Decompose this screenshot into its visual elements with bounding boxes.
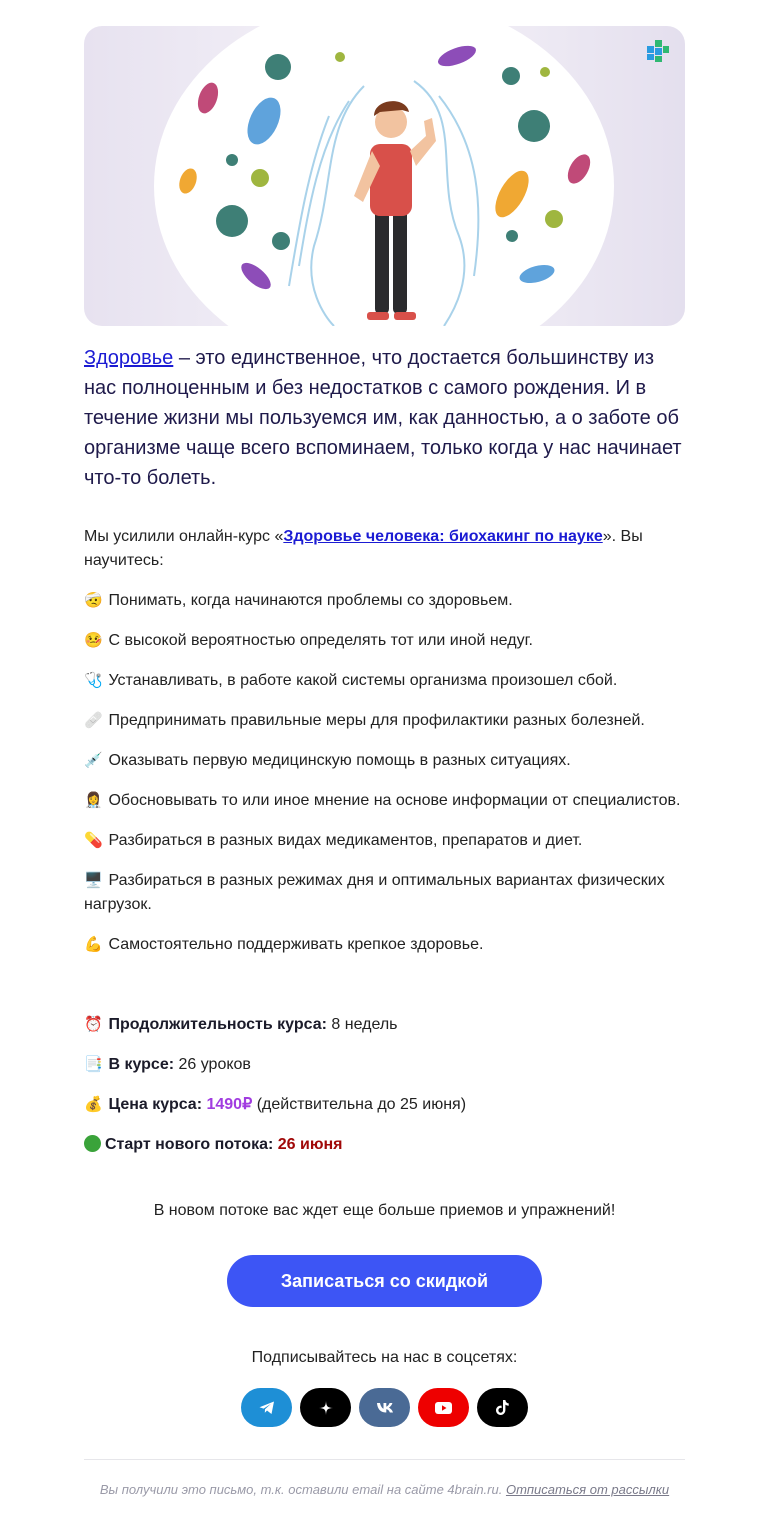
list-item — [84, 669, 685, 693]
vk-icon[interactable] — [359, 1388, 410, 1427]
duration-label: Продолжительность курса: — [108, 1016, 327, 1033]
tiktok-icon[interactable] — [477, 1388, 528, 1427]
list-item — [84, 869, 685, 917]
list-item — [84, 933, 685, 957]
list-item — [84, 789, 685, 813]
price-note: (действительна до 25 июня) — [252, 1096, 467, 1113]
follow-text: Подписывайтесь на нас в соцсетях: — [251, 1349, 518, 1366]
health-link[interactable]: Здоровье — [84, 347, 174, 369]
lead-text: – это единственное, что достается большинству из нас полноценным и без недостатков с самого рождения. И в течение жизни мы пользуемся им, как данностью, а о заботе об организме чаще всего вспоминаем, только когда у нас начинает что-то болеть. — [84, 347, 682, 489]
unsubscribe-link[interactable]: Отписаться от рассылки — [505, 1482, 670, 1497]
intro-text: Мы усилили онлайн-курс « — [84, 528, 284, 545]
course-intro — [84, 525, 685, 573]
bandage-icon: 🩹 — [84, 712, 103, 729]
sick-face-icon: 🤒 — [84, 632, 103, 649]
footer-note — [84, 1482, 685, 1497]
signup-discount-button[interactable]: Записаться со скидкой — [227, 1255, 542, 1307]
list-item — [84, 709, 685, 733]
list-item-text: Разбираться в разных режимах дня и оптимальных вариантах физических нагрузок. — [84, 872, 665, 913]
start-label: Старт нового потока: — [105, 1136, 274, 1153]
list-item-text: Предпринимать правильные меры для профилактики разных болезней. — [108, 712, 645, 729]
pill-icon: 💊 — [84, 832, 103, 849]
doctor-icon: 👩‍⚕️ — [84, 792, 103, 809]
computer-icon: 🖥️ — [84, 872, 103, 889]
footer-text: Вы получили это письмо, т.к. оставили email на сайте 4brain.ru. — [99, 1482, 506, 1497]
list-item-text: Обосновывать то или иное мнение на основе информации от специалистов. — [108, 792, 681, 809]
green-circle-icon — [84, 1135, 101, 1152]
zen-icon[interactable] — [300, 1388, 351, 1427]
list-item-text: Самостоятельно поддерживать крепкое здоровье. — [108, 936, 484, 953]
lessons-row — [84, 1053, 685, 1077]
list-item-text: Устанавливать, в работе какой системы организма произошел сбой. — [108, 672, 618, 689]
social-links — [84, 1388, 685, 1427]
list-item-text: Оказывать первую медицинскую помощь в разных ситуациях. — [108, 752, 571, 769]
course-facts — [84, 1013, 685, 1157]
lessons-value: 26 уроков — [174, 1056, 251, 1073]
price-row — [84, 1093, 685, 1117]
skills-list — [84, 589, 685, 957]
duration-row — [84, 1013, 685, 1037]
list-item — [84, 629, 685, 653]
email-body — [84, 26, 685, 1497]
promo-text: В новом потоке вас ждет еще больше приемов и упражнений! — [153, 1202, 616, 1219]
list-item — [84, 829, 685, 853]
start-row — [84, 1133, 685, 1157]
bandaged-face-icon: 🤕 — [84, 592, 103, 609]
youtube-icon[interactable] — [418, 1388, 469, 1427]
alarm-clock-icon: ⏰ — [84, 1016, 103, 1033]
telegram-icon[interactable] — [241, 1388, 292, 1427]
money-bag-icon: 💰 — [84, 1096, 103, 1113]
brand-logo-icon — [645, 38, 671, 64]
list-item-text: С высокой вероятностью определять тот или иной недуг. — [108, 632, 533, 649]
hero-illustration — [84, 26, 685, 326]
duration-value: 8 недель — [326, 1016, 398, 1033]
syringe-icon: 💉 — [84, 752, 103, 769]
stethoscope-icon: 🩺 — [84, 672, 103, 689]
flexed-biceps-icon: 💪 — [84, 936, 103, 953]
list-item-text: Понимать, когда начинаются проблемы со здоровьем. — [108, 592, 513, 609]
list-item — [84, 749, 685, 773]
intro-text-end: ». Вы научитесь: — [84, 528, 643, 569]
lead-paragraph — [84, 343, 685, 493]
start-value: 26 июня — [277, 1136, 343, 1153]
course-link[interactable]: Здоровье человека: биохакинг по науке — [283, 528, 603, 545]
list-item-text: Разбираться в разных видах медикаментов, препаратов и диет. — [108, 832, 583, 849]
hero-banner — [84, 26, 685, 326]
bookmark-tabs-icon: 📑 — [84, 1056, 103, 1073]
list-item — [84, 589, 685, 613]
lessons-label: В курсе: — [108, 1056, 175, 1073]
footer-divider — [84, 1459, 685, 1460]
price-label: Цена курса: — [108, 1096, 203, 1113]
price-value: 1490₽ — [206, 1096, 253, 1113]
